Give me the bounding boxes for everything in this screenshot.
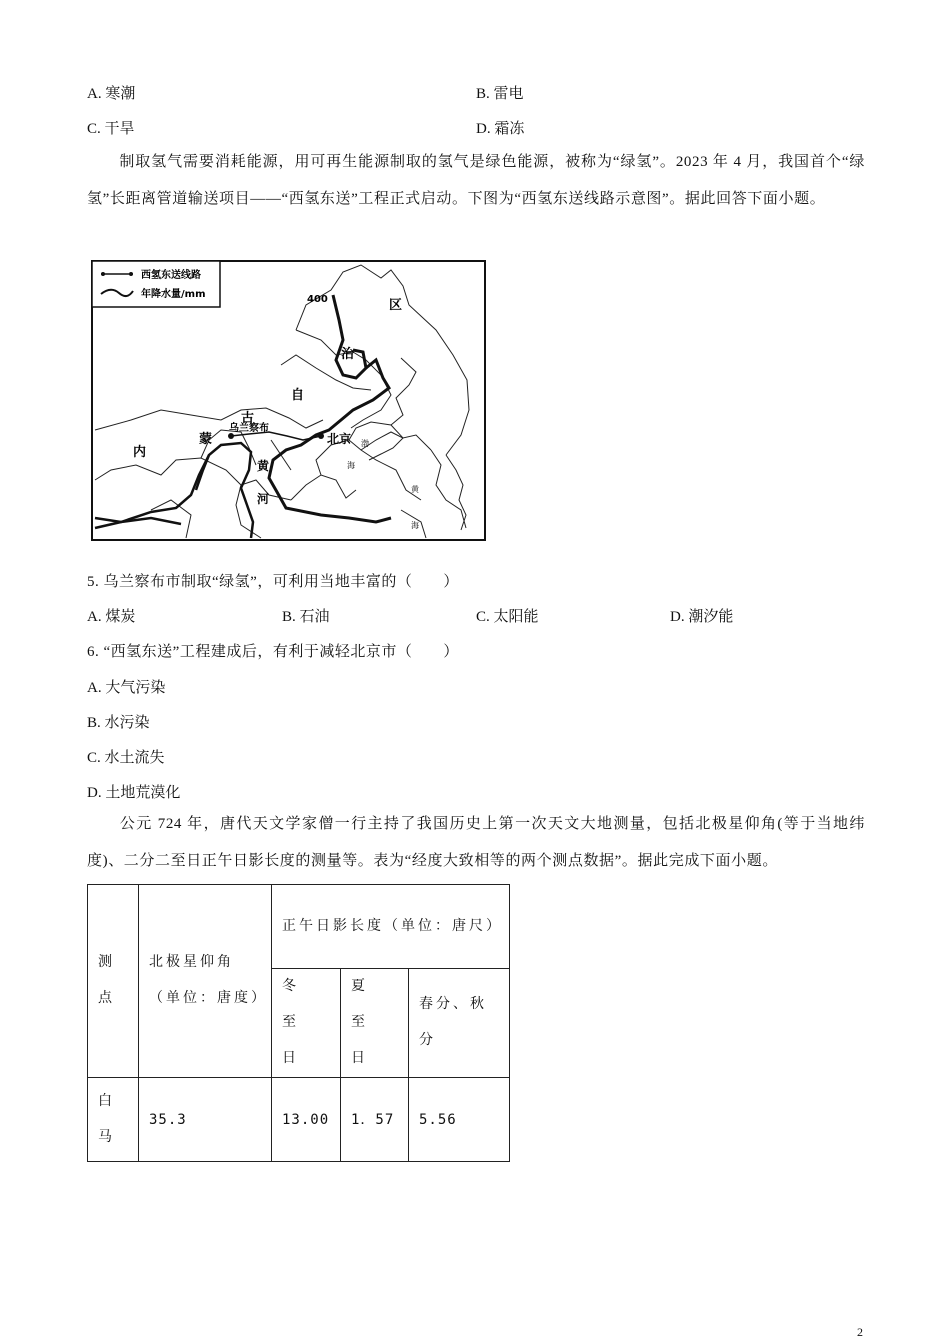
q5-stem: 5. 乌兰察布市制取“绿氢”，可利用当地丰富的（ ） — [87, 574, 459, 590]
q5-option-d: D. 潮汐能 — [670, 609, 734, 625]
region-char-2: 蒙 — [199, 432, 213, 447]
intro-astronomy-paragraph — [87, 806, 865, 880]
q5-option-b: B. 石油 — [282, 609, 330, 625]
route-node-beijing — [318, 433, 324, 439]
page-number: 2 — [857, 1325, 863, 1339]
map-legend — [92, 261, 220, 307]
sea-char-1: 渤 — [361, 439, 369, 448]
intro-hydrogen-paragraph — [87, 144, 865, 218]
sea-char-4: 海 — [411, 521, 419, 530]
region-char-6: 区 — [389, 298, 403, 313]
q4-option-d: D. 霜冻 — [476, 121, 525, 137]
table-header-equinox: 春分、秋分 — [409, 969, 510, 1078]
q6-option-a: A. 大气污染 — [87, 680, 166, 696]
q6-stem: 6. “西氢东送”工程建成后，有利于减轻北京市（ ） — [87, 644, 459, 660]
city-wulanchabu-label: 乌兰察布 — [229, 423, 269, 434]
legend-route-label: 西氢东送线路 — [141, 270, 201, 281]
q5-option-a: A. 煤炭 — [87, 609, 136, 625]
intro-hydrogen-line2: 首个“绿氢”长距离管道输送项目——“西氢东送”工程正式启动。下图为“西氢东送线路示意图”。据 — [87, 154, 865, 207]
table-header-point: 测点 — [88, 885, 139, 1078]
city-beijing-label: 北京 — [327, 432, 352, 446]
region-char-1: 内 — [133, 445, 147, 460]
sea-char-3: 黄 — [411, 485, 419, 494]
river-char-2: 河 — [257, 492, 270, 506]
q6-option-d: D. 土地荒漠化 — [87, 785, 181, 801]
region-char-3: 古 — [241, 411, 255, 426]
q6-option-c: C. 水土流失 — [87, 750, 165, 766]
table-cell-summer: 1．57 — [341, 1078, 409, 1162]
intro-astronomy-line2: 纬度)、二分二至日正午日影长度的测量等。表为“经度大致相等的两个测点数据”。据此完成下面小题。 — [87, 816, 865, 869]
q6-option-b: B. 水污染 — [87, 715, 150, 731]
sea-char-2: 海 — [347, 461, 355, 470]
q5-option-c: C. 太阳能 — [476, 609, 539, 625]
q4-option-c: C. 干旱 — [87, 121, 135, 137]
table-cell-equinox: 5.56 — [409, 1078, 510, 1162]
survey-data-table — [87, 884, 510, 1162]
q4-option-b: B. 雷电 — [476, 86, 524, 102]
intro-hydrogen-line1: 制取氢气需要消耗能源，用可再生能源制取的氢气是绿色能源，被称为“绿氢”。2023 年 4 月，我国 — [119, 154, 810, 170]
table-header-winter: 冬至日 — [272, 969, 341, 1078]
legend-rain-label: 年降水量/mm — [141, 289, 206, 300]
table-cell-polaris: 35.3 — [139, 1078, 272, 1162]
region-char-5: 治 — [341, 347, 355, 362]
isohyet-label: 400 — [307, 294, 328, 305]
table-header-polaris: 北极星仰角（单位：唐度） — [139, 885, 272, 1078]
q4-option-a: A. 寒潮 — [87, 86, 136, 102]
region-char-4: 自 — [291, 388, 305, 403]
intro-astronomy-line1: 公元 724 年，唐代天文学家僧一行主持了我国历史上第一次天文大地测量，包括北极星仰角(等于当地 — [119, 816, 850, 832]
table-cell-winter: 13.00 — [272, 1078, 341, 1162]
river-char-1: 黄 — [257, 459, 270, 473]
table-cell-point: 白马 — [88, 1078, 139, 1162]
table-header-shadow: 正午日影长度（单位：唐尺） — [272, 885, 510, 969]
hydrogen-route-map — [91, 260, 486, 541]
table-header-summer: 夏至日 — [341, 969, 409, 1078]
intro-hydrogen-line3: 此回答下面小题。 — [700, 191, 826, 207]
